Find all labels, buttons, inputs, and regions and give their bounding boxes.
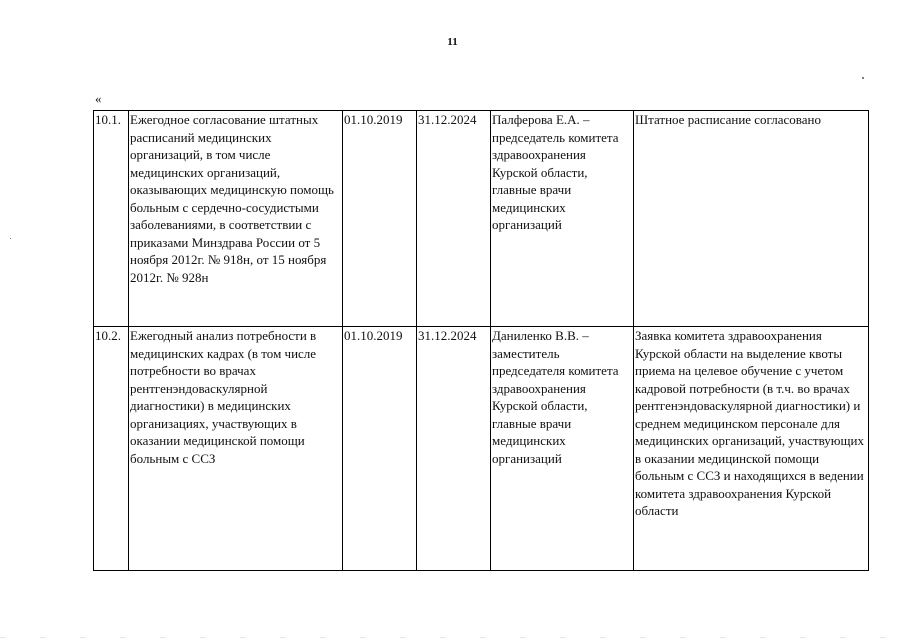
end-date-cell: 31.12.2024 <box>417 327 491 571</box>
row-number-cell: 10.1. <box>94 111 129 327</box>
measures-table <box>93 110 869 571</box>
row-number-cell: 10.2. <box>94 327 129 571</box>
responsible-cell: Палферова Е.А. – председатель комитета здравоохранения Курской области, главные врачи медицинских организаций <box>491 111 634 327</box>
result-cell: Заявка комитета здравоохранения Курской области на выделение квоты приема на целевое обучение с учетом кадровой потребности (в т.ч. во врачах рентгенэндоваскулярной диагностики) и среднем медицинском персонале для медицинских организаций, участвующих в оказании медицинской помощи больным с ССЗ и находящихся в ведении комитета здравоохранения Курской области <box>634 327 869 571</box>
responsible-cell: Даниленко В.В. – заместитель председателя комитета здравоохранения Курской области, главные врачи медицинских организаций <box>491 327 634 571</box>
scan-artifact-line <box>0 637 905 638</box>
scan-speck <box>10 238 11 239</box>
start-date-cell: 01.10.2019 <box>343 327 417 571</box>
scan-speck <box>862 77 864 79</box>
end-date-cell: 31.12.2024 <box>417 111 491 327</box>
description-cell: Ежегодный анализ потребности в медицинских кадрах (в том числе потребности во врачах рентгенэндоваскулярной диагностики) в медицинских организациях, участвующих в оказании медицинской помощи больным с ССЗ <box>129 327 343 571</box>
table-row <box>94 327 869 571</box>
result-cell: Штатное расписание согласовано <box>634 111 869 327</box>
page-number: 11 <box>447 36 458 48</box>
opening-quote-mark: « <box>95 91 102 106</box>
description-cell: Ежегодное согласование штатных расписаний медицинских организаций, в том числе медицинских организаций, оказывающих медицинскую помощь больным с сердечно-сосудистыми заболеваниями, в соответствии с приказами Минздрава России от 5 ноября 2012г. № 918н, от 15 ноября 2012г. № 928н <box>129 111 343 327</box>
start-date-cell: 01.10.2019 <box>343 111 417 327</box>
table-row <box>94 111 869 327</box>
